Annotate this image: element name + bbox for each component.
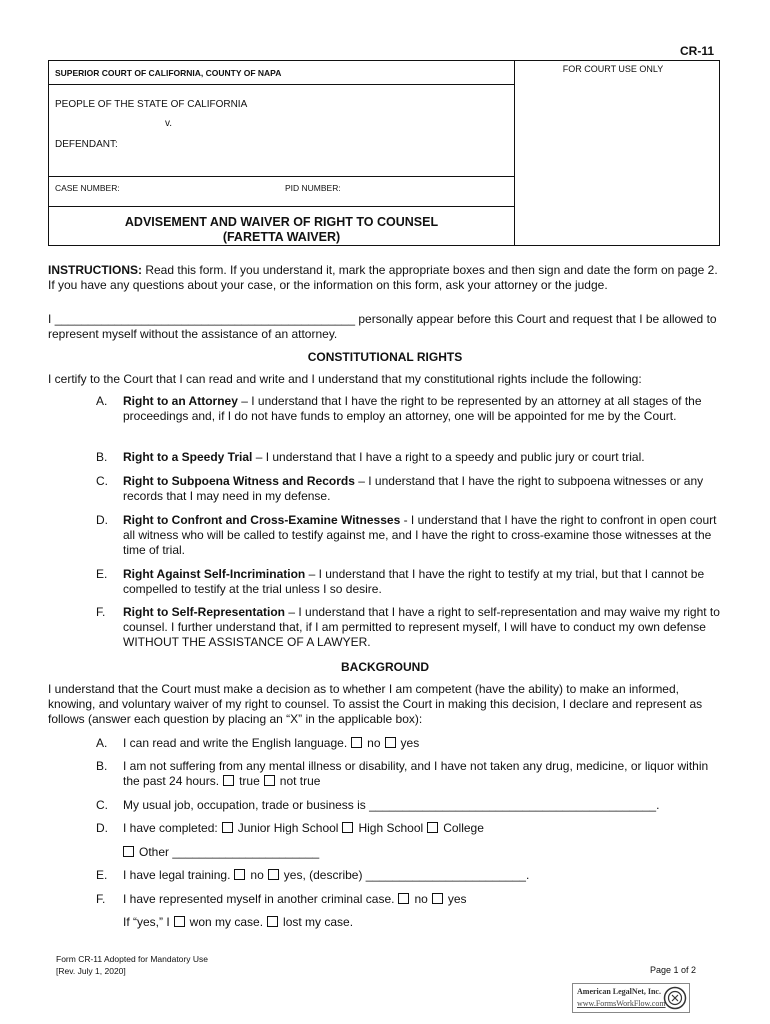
adoption-text: Form CR-11 Adopted for Mandatory Use	[56, 954, 208, 964]
instructions-label: INSTRUCTIONS:	[48, 263, 142, 277]
item-title: Right to Confront and Cross-Examine Witnesses	[123, 513, 401, 527]
item-letter: D.	[96, 821, 108, 835]
checkbox-true[interactable]	[223, 775, 234, 786]
item-text: I have completed:	[123, 821, 218, 835]
option-label: Junior High School	[237, 821, 339, 835]
publisher-logo	[572, 983, 690, 1013]
caption-box	[48, 60, 720, 246]
seal-icon	[663, 986, 687, 1010]
item-text: – I understand that I have a right to a speedy and public jury or court trial.	[252, 450, 645, 464]
checkbox-high-school[interactable]	[342, 822, 353, 833]
item-text: I can read and write the English language.	[123, 736, 348, 750]
checkbox-other[interactable]	[123, 846, 134, 857]
item-title: Right Against Self-Incrimination	[123, 567, 306, 581]
option-label: yes	[400, 736, 420, 750]
item-letter: E.	[96, 868, 108, 882]
item-letter: C.	[96, 798, 108, 812]
name-blank-field[interactable]: _____________________________________________	[54, 312, 356, 326]
checkbox-yes[interactable]	[385, 737, 396, 748]
item-letter: C.	[96, 474, 108, 488]
instructions	[48, 263, 720, 293]
intro-text: personally appear before this Court and request that I be allowed to represent myself without the assistance of an attorney.	[48, 312, 717, 341]
constitutional-rights-heading: CONSTITUTIONAL RIGHTS	[307, 350, 463, 364]
publisher-name: American LegalNet, Inc.	[577, 987, 661, 996]
checkbox-no[interactable]	[234, 869, 245, 880]
background-lead: I understand that the Court must make a decision as to whether I am competent (have the ability) to make an informed, knowing, and voluntary waiver of my right to counsel. To assist the Court in making this decision, I declare and represent as follows (answer each question by placing an “X” in the applicable box):	[48, 682, 703, 726]
describe-field[interactable]: yes, (describe) ________________________.	[283, 868, 530, 882]
if-yes-label: If “yes,” I	[123, 915, 170, 929]
form-title-line2: (FARETTA WAIVER)	[222, 230, 341, 244]
item-letter: A.	[96, 736, 108, 750]
case-numbers-row	[49, 177, 514, 207]
revision-date: [Rev. July 1, 2020]	[56, 966, 126, 976]
option-label: no	[414, 892, 428, 906]
checkbox-no[interactable]	[398, 893, 409, 904]
option-label: yes	[447, 892, 467, 906]
caption-left-column	[49, 61, 515, 245]
versus-label: v.	[165, 118, 173, 129]
item-title: Right to an Attorney	[123, 394, 238, 408]
option-label: won my case.	[189, 915, 264, 929]
court-use-only-label: FOR COURT USE ONLY	[562, 64, 664, 74]
option-label: no	[250, 868, 264, 882]
form-adoption-note	[56, 953, 208, 977]
option-label: College	[443, 821, 484, 835]
item-text: – I understand that I have the right to subpoena witnesses or any records that I may need in my defense.	[123, 474, 704, 503]
plaintiff-name: PEOPLE OF THE STATE OF CALIFORNIA	[55, 99, 248, 110]
item-letter: B.	[96, 759, 108, 773]
option-label: no	[367, 736, 381, 750]
parties-section	[49, 85, 514, 177]
item-text: – I understand that I have the right to be represented by an attorney at all stages of the proceedings and, if I do not have funds to employ an attorney, one will be appointed for me by the Court.	[123, 394, 702, 423]
item-letter: F.	[96, 605, 106, 619]
checkbox-not-true[interactable]	[264, 775, 275, 786]
background-heading: BACKGROUND	[341, 660, 429, 674]
form-title	[49, 207, 514, 245]
checkbox-yes[interactable]	[432, 893, 443, 904]
item-text: I have represented myself in another criminal case.	[123, 892, 395, 906]
other-field[interactable]: Other ______________________	[139, 845, 320, 859]
checkbox-yes[interactable]	[268, 869, 279, 880]
checkbox-no[interactable]	[351, 737, 362, 748]
constitutional-rights-lead: I certify to the Court that I can read and write and I understand that my constitutional rights include the following:	[48, 372, 642, 386]
page-number: Page 1 of 2	[650, 965, 697, 975]
checkbox-college[interactable]	[427, 822, 438, 833]
checkbox-junior-high[interactable]	[222, 822, 233, 833]
item-letter: F.	[96, 892, 106, 906]
item-title: Right to Self-Representation	[123, 605, 286, 619]
item-letter: B.	[96, 450, 108, 464]
item-text: – I understand that I have the right to testify at my trial, but that I cannot be compelled to testify at the trial unless I so desire.	[123, 567, 705, 596]
item-text: – I understand that I have a right to self-representation and may waive my right to counsel. I further understand that, if I am permitted to represent myself, I will have to conduct my own defense WITHOUT THE ASSISTANCE OF A LAWYER.	[123, 605, 720, 649]
item-letter: D.	[96, 513, 108, 527]
item-text: I have legal training.	[123, 868, 231, 882]
checkbox-lost[interactable]	[267, 916, 278, 927]
defendant-field[interactable]: DEFENDANT:	[55, 139, 118, 150]
publisher-url[interactable]: www.FormsWorkFlow.com	[577, 999, 666, 1008]
case-number-field[interactable]: CASE NUMBER:	[55, 183, 120, 193]
occupation-field[interactable]: My usual job, occupation, trade or business is ___________________________________________.	[123, 798, 660, 812]
pid-number-field[interactable]: PID NUMBER:	[285, 183, 341, 193]
instructions-text: Read this form. If you understand it, mark the appropriate boxes and then sign and date the form on page 2. If you have any questions about your case, or the information on this form, ask your attorney or the judge.	[48, 263, 718, 292]
option-label: lost my case.	[283, 915, 354, 929]
intro-statement	[48, 312, 728, 342]
item-text: - I understand that I have the right to confront in open court all witness who will be called to testify against me, and I have the right to cross-examine those witnesses at the time of trial.	[123, 513, 717, 557]
item-title: Right to Subpoena Witness and Records	[123, 474, 355, 488]
item-letter: E.	[96, 567, 108, 581]
option-label: not true	[279, 774, 321, 788]
item-title: Right to a Speedy Trial	[123, 450, 253, 464]
checkbox-won[interactable]	[174, 916, 185, 927]
form-title-line1: ADVISEMENT AND WAIVER OF RIGHT TO COUNSEL	[124, 215, 439, 229]
form-id: CR-11	[679, 44, 714, 58]
option-label: true	[239, 774, 260, 788]
option-label: High School	[358, 821, 424, 835]
court-name: SUPERIOR COURT OF CALIFORNIA, COUNTY OF NAPA	[49, 61, 514, 85]
item-letter: A.	[96, 394, 108, 408]
intro-prefix: I	[48, 312, 52, 326]
item-text: I am not suffering from any mental illness or disability, and I have not taken any drug, medicine, or liquor within the past 24 hours.	[123, 759, 709, 788]
